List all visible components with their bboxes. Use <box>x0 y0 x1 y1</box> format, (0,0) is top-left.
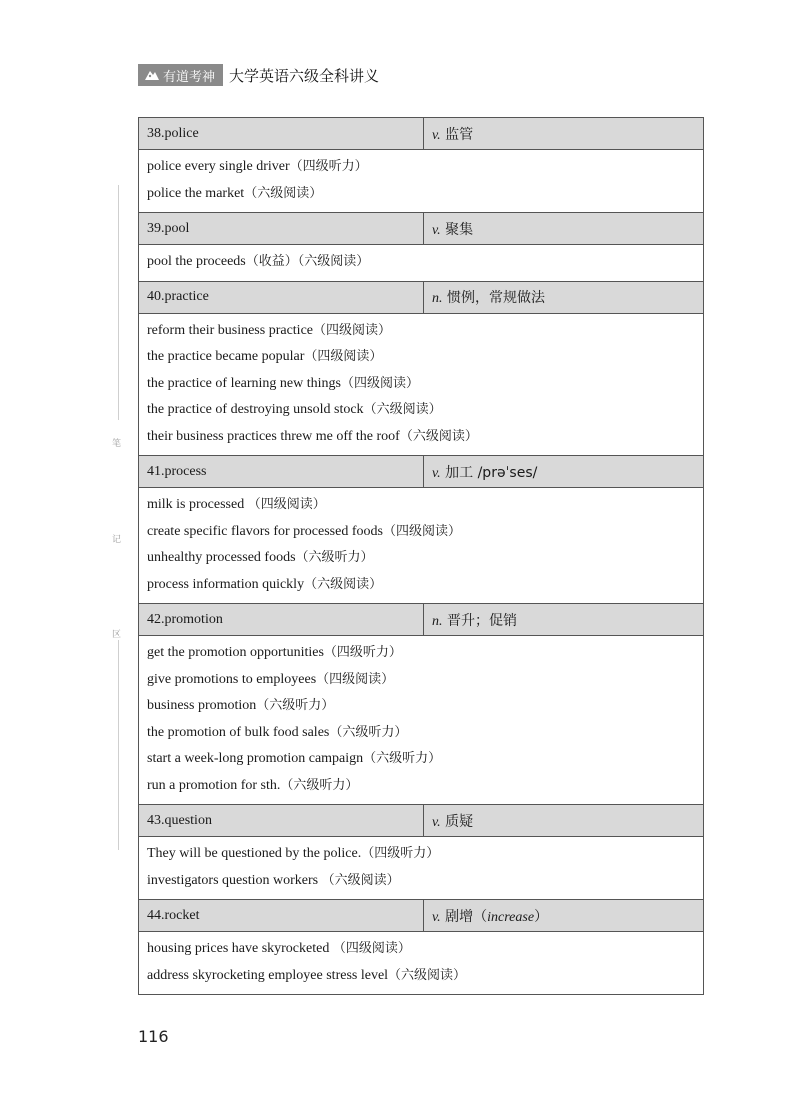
example-source: （六级阅读） <box>321 872 400 888</box>
example-phrase: the practice of destroying unsold stock <box>147 402 364 417</box>
example-line <box>147 492 695 519</box>
example-phrase: address skyrocketing employee stress level <box>147 967 389 983</box>
example-source: （六级听力） <box>363 751 442 766</box>
example-line <box>147 344 695 371</box>
meaning-text: 质疑 <box>445 813 474 830</box>
entry-word: 40.practice <box>139 281 424 313</box>
entry-word: 43.question <box>139 805 424 837</box>
example-line <box>147 397 695 424</box>
example-source: （四级阅读） <box>313 322 392 338</box>
examples-cell <box>139 313 704 456</box>
entry-meaning <box>424 604 704 636</box>
meaning-synonym: increase <box>487 909 535 925</box>
entry-word: 42.promotion <box>139 604 424 636</box>
entry-meaning <box>424 281 704 313</box>
example-phrase: They will be questioned by the police. <box>147 846 362 861</box>
example-line <box>147 249 695 276</box>
example-phrase: police every single driver <box>147 159 290 174</box>
example-phrase: the promotion of bulk food sales <box>147 724 330 740</box>
meaning-text-end: ） <box>534 908 549 925</box>
entry-word: 38.police <box>139 118 424 150</box>
example-source: （六级听力） <box>295 550 374 565</box>
example-line <box>147 181 695 208</box>
entry-header-row <box>139 456 704 488</box>
notes-label-char: 区 <box>112 630 122 640</box>
example-line <box>147 640 695 667</box>
example-phrase: investigators question workers <box>147 872 322 888</box>
example-line <box>147 371 695 398</box>
entry-examples-row <box>139 245 704 282</box>
example-source: （四级阅读） <box>316 671 395 687</box>
example-source: （四级阅读） <box>340 375 419 391</box>
examples-cell <box>139 488 704 604</box>
example-source: （六级阅读） <box>399 428 478 444</box>
entry-meaning <box>424 456 704 488</box>
example-source: （六级阅读） <box>363 402 442 417</box>
example-phrase: business promotion <box>147 698 257 713</box>
examples-cell <box>139 837 704 900</box>
example-line <box>147 519 695 546</box>
example-phrase: the practice of learning new things <box>147 375 341 391</box>
meaning-text: 剧增（ <box>445 908 488 925</box>
entry-header-row <box>139 805 704 837</box>
example-phrase: their business practices threw me off the roof <box>147 428 400 444</box>
part-of-speech: v. <box>432 909 441 925</box>
notes-divider-line <box>118 640 119 850</box>
example-source: （四级阅读） <box>382 523 461 539</box>
notes-label-char: 笔 <box>112 439 122 449</box>
entry-meaning <box>424 213 704 245</box>
example-line <box>147 693 695 720</box>
example-line <box>147 936 695 963</box>
entry-word: 39.pool <box>139 213 424 245</box>
example-phrase: the practice became popular <box>147 349 305 364</box>
example-line <box>147 318 695 345</box>
example-source: （六级阅读） <box>304 576 383 592</box>
example-phrase: give promotions to employees <box>147 671 317 687</box>
example-source: （四级听力） <box>289 159 368 174</box>
entry-examples-row <box>139 636 704 805</box>
example-line <box>147 746 695 773</box>
example-source: （六级听力） <box>256 698 335 713</box>
examples-cell <box>139 932 704 995</box>
example-phrase: unhealthy processed foods <box>147 550 296 565</box>
example-line <box>147 841 695 868</box>
entry-word: 41.process <box>139 456 424 488</box>
book-title: 大学英语六级全科讲义 <box>229 66 380 85</box>
example-line <box>147 572 695 599</box>
entry-meaning <box>424 900 704 932</box>
example-phrase: housing prices have skyrocketed <box>147 941 333 956</box>
page-number: 116 <box>138 1027 169 1046</box>
entry-meaning <box>424 118 704 150</box>
part-of-speech: v. <box>432 465 441 481</box>
entry-header-row <box>139 213 704 245</box>
example-phrase: process information quickly <box>147 576 305 592</box>
example-line <box>147 667 695 694</box>
meaning-text: 加工 /prəˈses/ <box>445 464 538 481</box>
meaning-text: 聚集 <box>445 221 474 238</box>
example-phrase: create specific flavors for processed foods <box>147 523 383 539</box>
entry-header-row <box>139 118 704 150</box>
example-line <box>147 424 695 451</box>
example-source: （六级阅读） <box>244 185 323 201</box>
example-source: （四级听力） <box>361 846 440 861</box>
entry-examples-row <box>139 313 704 456</box>
notes-divider-line <box>118 185 119 420</box>
vocabulary-table <box>138 117 704 995</box>
meaning-text: 监管 <box>445 126 474 143</box>
example-phrase: run a promotion for sth. <box>147 777 281 793</box>
example-line <box>147 963 695 990</box>
example-source: （六级听力） <box>280 777 359 793</box>
entry-header-row <box>139 900 704 932</box>
publisher-logo <box>138 64 223 86</box>
example-phrase: milk is processed <box>147 497 248 512</box>
examples-cell <box>139 245 704 282</box>
example-line <box>147 545 695 572</box>
entry-header-row <box>139 604 704 636</box>
example-line <box>147 720 695 747</box>
examples-cell <box>139 636 704 805</box>
example-source: （六级阅读） <box>388 967 467 983</box>
example-phrase: reform their business practice <box>147 322 313 338</box>
example-source: （六级听力） <box>329 724 408 740</box>
meaning-text: 晋升；促销 <box>446 612 517 629</box>
example-line <box>147 773 695 800</box>
entry-examples-row <box>139 932 704 995</box>
entry-header-row <box>139 281 704 313</box>
example-phrase: pool the proceeds <box>147 254 246 269</box>
example-phrase: start a week-long promotion campaign <box>147 751 364 766</box>
entry-examples-row <box>139 488 704 604</box>
example-source: （收益）（六级阅读） <box>245 254 370 269</box>
example-source: （四级阅读） <box>332 941 411 956</box>
notes-label-char: 记 <box>112 535 122 545</box>
meaning-text: 惯例，常规做法 <box>446 290 545 306</box>
example-source: （四级听力） <box>323 645 402 660</box>
entry-meaning <box>424 805 704 837</box>
part-of-speech: v. <box>432 814 441 830</box>
owl-icon <box>144 68 160 82</box>
example-source: （四级阅读） <box>247 497 326 512</box>
entry-word: 44.rocket <box>139 900 424 932</box>
part-of-speech: v. <box>432 127 441 143</box>
entry-examples-row <box>139 150 704 213</box>
entry-examples-row <box>139 837 704 900</box>
part-of-speech: n. <box>432 291 443 306</box>
example-phrase: police the market <box>147 185 245 201</box>
page-header <box>138 64 379 86</box>
part-of-speech: n. <box>432 613 443 629</box>
example-phrase: get the promotion opportunities <box>147 645 324 660</box>
example-source: （四级阅读） <box>304 349 383 364</box>
examples-cell <box>139 150 704 213</box>
example-line <box>147 154 695 181</box>
example-line <box>147 868 695 895</box>
logo-text: 有道考神 <box>163 69 216 85</box>
part-of-speech: v. <box>432 222 441 238</box>
